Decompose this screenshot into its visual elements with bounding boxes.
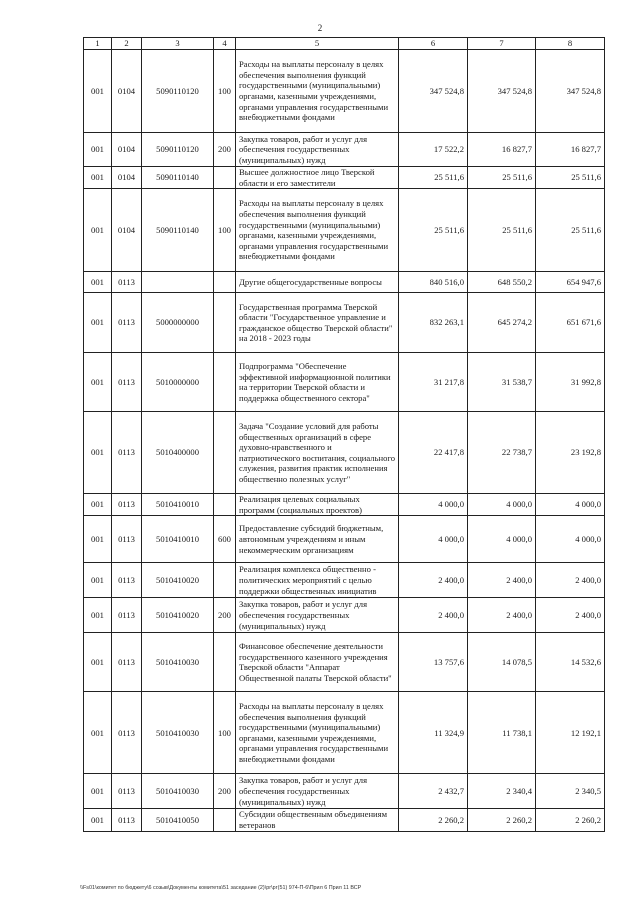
target-article-cell: 5090110120 [142, 50, 214, 133]
section-code-cell: 0104 [112, 50, 142, 133]
section-code-cell: 0104 [112, 167, 142, 189]
gr-code-cell: 001 [84, 133, 112, 167]
gr-code-cell: 001 [84, 809, 112, 831]
target-article-cell: 5010400000 [142, 412, 214, 494]
description-cell: Закупка товаров, работ и услуг для обеспечения государственных (муниципальных) нужд [236, 133, 399, 167]
description-cell: Высшее должностное лицо Тверской области и его заместители [236, 167, 399, 189]
amount-col6-cell: 2 400,0 [399, 598, 468, 633]
amount-col6-cell: 13 757,6 [399, 633, 468, 692]
section-code-cell: 0113 [112, 516, 142, 563]
amount-col7-cell: 347 524,8 [468, 50, 536, 133]
amount-col8-cell: 14 532,6 [536, 633, 605, 692]
header-cell-8: 8 [536, 38, 605, 50]
amount-col8-cell: 651 671,6 [536, 293, 605, 353]
amount-col7-cell: 4 000,0 [468, 516, 536, 563]
amount-col6-cell: 347 524,8 [399, 50, 468, 133]
gr-code-cell: 001 [84, 774, 112, 809]
gr-code-cell: 001 [84, 189, 112, 272]
target-article-cell: 5010410030 [142, 692, 214, 774]
amount-col8-cell: 2 400,0 [536, 598, 605, 633]
expense-type-cell [214, 412, 236, 494]
expense-type-cell: 200 [214, 133, 236, 167]
amount-col7-cell: 22 738,7 [468, 412, 536, 494]
amount-col7-cell: 25 511,6 [468, 167, 536, 189]
gr-code-cell: 001 [84, 353, 112, 412]
amount-col8-cell: 12 192,1 [536, 692, 605, 774]
table-row [84, 50, 605, 133]
header-cell-5: 5 [236, 38, 399, 50]
amount-col7-cell: 2 400,0 [468, 563, 536, 598]
section-code-cell: 0113 [112, 563, 142, 598]
amount-col6-cell: 2 432,7 [399, 774, 468, 809]
header-cell-1: 1 [84, 38, 112, 50]
amount-col8-cell: 347 524,8 [536, 50, 605, 133]
amount-col6-cell: 2 400,0 [399, 563, 468, 598]
expense-type-cell [214, 494, 236, 516]
section-code-cell: 0113 [112, 692, 142, 774]
amount-col7-cell: 645 274,2 [468, 293, 536, 353]
expense-type-cell [214, 272, 236, 293]
expense-type-cell [214, 293, 236, 353]
table-row [84, 516, 605, 563]
target-article-cell: 5010410050 [142, 809, 214, 831]
description-cell: Другие общегосударственные вопросы [236, 272, 399, 293]
amount-col8-cell: 4 000,0 [536, 494, 605, 516]
gr-code-cell: 001 [84, 293, 112, 353]
table-row [84, 133, 605, 167]
table-row [84, 494, 605, 516]
description-cell: Расходы на выплаты персоналу в целях обеспечения выполнения функций государственными (муниципальными) органами, казенными учреждениями, органами управления государственными внебюджетными фондами [236, 189, 399, 272]
amount-col6-cell: 17 522,2 [399, 133, 468, 167]
amount-col6-cell: 25 511,6 [399, 189, 468, 272]
expense-type-cell [214, 809, 236, 831]
target-article-cell: 5000000000 [142, 293, 214, 353]
section-code-cell: 0113 [112, 494, 142, 516]
amount-col8-cell: 654 947,6 [536, 272, 605, 293]
expense-type-cell: 100 [214, 50, 236, 133]
gr-code-cell: 001 [84, 50, 112, 133]
gr-code-cell: 001 [84, 494, 112, 516]
amount-col6-cell: 11 324,9 [399, 692, 468, 774]
amount-col8-cell: 2 340,5 [536, 774, 605, 809]
target-article-cell: 5010410010 [142, 494, 214, 516]
gr-code-cell: 001 [84, 598, 112, 633]
budget-table [83, 37, 605, 832]
table-row [84, 598, 605, 633]
table-row [84, 293, 605, 353]
description-cell: Подпрограмма "Обеспечение эффективной информационной политики на территории Тверской области и поддержка общественного сектора" [236, 353, 399, 412]
table-row [84, 353, 605, 412]
target-article-cell: 5010410020 [142, 598, 214, 633]
amount-col8-cell: 2 260,2 [536, 809, 605, 831]
amount-col8-cell: 31 992,8 [536, 353, 605, 412]
file-path-footer: \\Fs01\комитет по бюджету\6 созыв\Документы комитета\51 заседание (2)\рг\рг(51) 974-П-6\Прил 6 Прил 11 ВСР [80, 885, 362, 891]
header-cell-7: 7 [468, 38, 536, 50]
amount-col6-cell: 832 263,1 [399, 293, 468, 353]
expense-type-cell [214, 353, 236, 412]
expense-type-cell [214, 563, 236, 598]
table-row [84, 633, 605, 692]
description-cell: Субсидии общественным объединениям ветеранов [236, 809, 399, 831]
header-cell-2: 2 [112, 38, 142, 50]
amount-col6-cell: 2 260,2 [399, 809, 468, 831]
header-cell-4: 4 [214, 38, 236, 50]
description-cell: Государственная программа Тверской области "Государственное управление и гражданское общество Тверской области" на 2018 - 2023 годы [236, 293, 399, 353]
gr-code-cell: 001 [84, 167, 112, 189]
section-code-cell: 0113 [112, 412, 142, 494]
amount-col6-cell: 22 417,8 [399, 412, 468, 494]
description-cell: Задача "Создание условий для работы общественных организаций в сфере духовно-нравственного и патриотического воспитания, социального служения, развития практик исполнения общественно полезных услуг" [236, 412, 399, 494]
table-header-row [84, 38, 605, 50]
amount-col6-cell: 4 000,0 [399, 516, 468, 563]
amount-col8-cell: 25 511,6 [536, 189, 605, 272]
amount-col7-cell: 4 000,0 [468, 494, 536, 516]
amount-col7-cell: 11 738,1 [468, 692, 536, 774]
amount-col8-cell: 23 192,8 [536, 412, 605, 494]
amount-col8-cell: 16 827,7 [536, 133, 605, 167]
section-code-cell: 0113 [112, 272, 142, 293]
description-cell: Закупка товаров, работ и услуг для обеспечения государственных (муниципальных) нужд [236, 774, 399, 809]
section-code-cell: 0113 [112, 598, 142, 633]
description-cell: Реализация комплекса общественно - политических мероприятий с целью поддержки общественных инициатив [236, 563, 399, 598]
header-cell-6: 6 [399, 38, 468, 50]
table-row [84, 412, 605, 494]
amount-col7-cell: 14 078,5 [468, 633, 536, 692]
table-body [84, 38, 605, 832]
table-row [84, 774, 605, 809]
amount-col7-cell: 2 340,4 [468, 774, 536, 809]
gr-code-cell: 001 [84, 272, 112, 293]
section-code-cell: 0113 [112, 774, 142, 809]
expense-type-cell: 200 [214, 774, 236, 809]
description-cell: Предоставление субсидий бюджетным, автономным учреждениям и иным некоммерческим организациям [236, 516, 399, 563]
target-article-cell: 5010410030 [142, 774, 214, 809]
target-article-cell: 5010410030 [142, 633, 214, 692]
description-cell: Расходы на выплаты персоналу в целях обеспечения выполнения функций государственными (муниципальными) органами, казенными учреждениями, органами управления государственными внебюджетными фондами [236, 50, 399, 133]
amount-col7-cell: 2 260,2 [468, 809, 536, 831]
expense-type-cell: 200 [214, 598, 236, 633]
amount-col7-cell: 2 400,0 [468, 598, 536, 633]
table-row [84, 189, 605, 272]
table-row [84, 167, 605, 189]
target-article-cell: 5010410010 [142, 516, 214, 563]
description-cell: Расходы на выплаты персоналу в целях обеспечения выполнения функций государственными (муниципальными) органами, казенными учреждениями, органами управления государственными внебюджетными фондами [236, 692, 399, 774]
target-article-cell [142, 272, 214, 293]
amount-col7-cell: 648 550,2 [468, 272, 536, 293]
amount-col8-cell: 2 400,0 [536, 563, 605, 598]
amount-col7-cell: 25 511,6 [468, 189, 536, 272]
expense-type-cell: 600 [214, 516, 236, 563]
expense-type-cell: 100 [214, 189, 236, 272]
target-article-cell: 5010000000 [142, 353, 214, 412]
section-code-cell: 0113 [112, 293, 142, 353]
gr-code-cell: 001 [84, 563, 112, 598]
section-code-cell: 0104 [112, 133, 142, 167]
amount-col7-cell: 16 827,7 [468, 133, 536, 167]
section-code-cell: 0113 [112, 633, 142, 692]
table-row [84, 809, 605, 831]
gr-code-cell: 001 [84, 692, 112, 774]
header-cell-3: 3 [142, 38, 214, 50]
section-code-cell: 0104 [112, 189, 142, 272]
table-row [84, 692, 605, 774]
amount-col8-cell: 4 000,0 [536, 516, 605, 563]
amount-col8-cell: 25 511,6 [536, 167, 605, 189]
expense-type-cell [214, 167, 236, 189]
amount-col6-cell: 840 516,0 [399, 272, 468, 293]
page-number: 2 [317, 23, 323, 33]
gr-code-cell: 001 [84, 516, 112, 563]
description-cell: Закупка товаров, работ и услуг для обеспечения государственных (муниципальных) нужд [236, 598, 399, 633]
gr-code-cell: 001 [84, 412, 112, 494]
target-article-cell: 5090110120 [142, 133, 214, 167]
description-cell: Реализация целевых социальных программ (социальных проектов) [236, 494, 399, 516]
amount-col6-cell: 4 000,0 [399, 494, 468, 516]
gr-code-cell: 001 [84, 633, 112, 692]
target-article-cell: 5090110140 [142, 189, 214, 272]
target-article-cell: 5010410020 [142, 563, 214, 598]
table-row [84, 563, 605, 598]
description-cell: Финансовое обеспечение деятельности государственного казенного учреждения Тверской области "Аппарат Общественной палаты Тверской области" [236, 633, 399, 692]
amount-col6-cell: 25 511,6 [399, 167, 468, 189]
table-row [84, 272, 605, 293]
expense-type-cell [214, 633, 236, 692]
section-code-cell: 0113 [112, 353, 142, 412]
section-code-cell: 0113 [112, 809, 142, 831]
target-article-cell: 5090110140 [142, 167, 214, 189]
expense-type-cell: 100 [214, 692, 236, 774]
amount-col6-cell: 31 217,8 [399, 353, 468, 412]
amount-col7-cell: 31 538,7 [468, 353, 536, 412]
